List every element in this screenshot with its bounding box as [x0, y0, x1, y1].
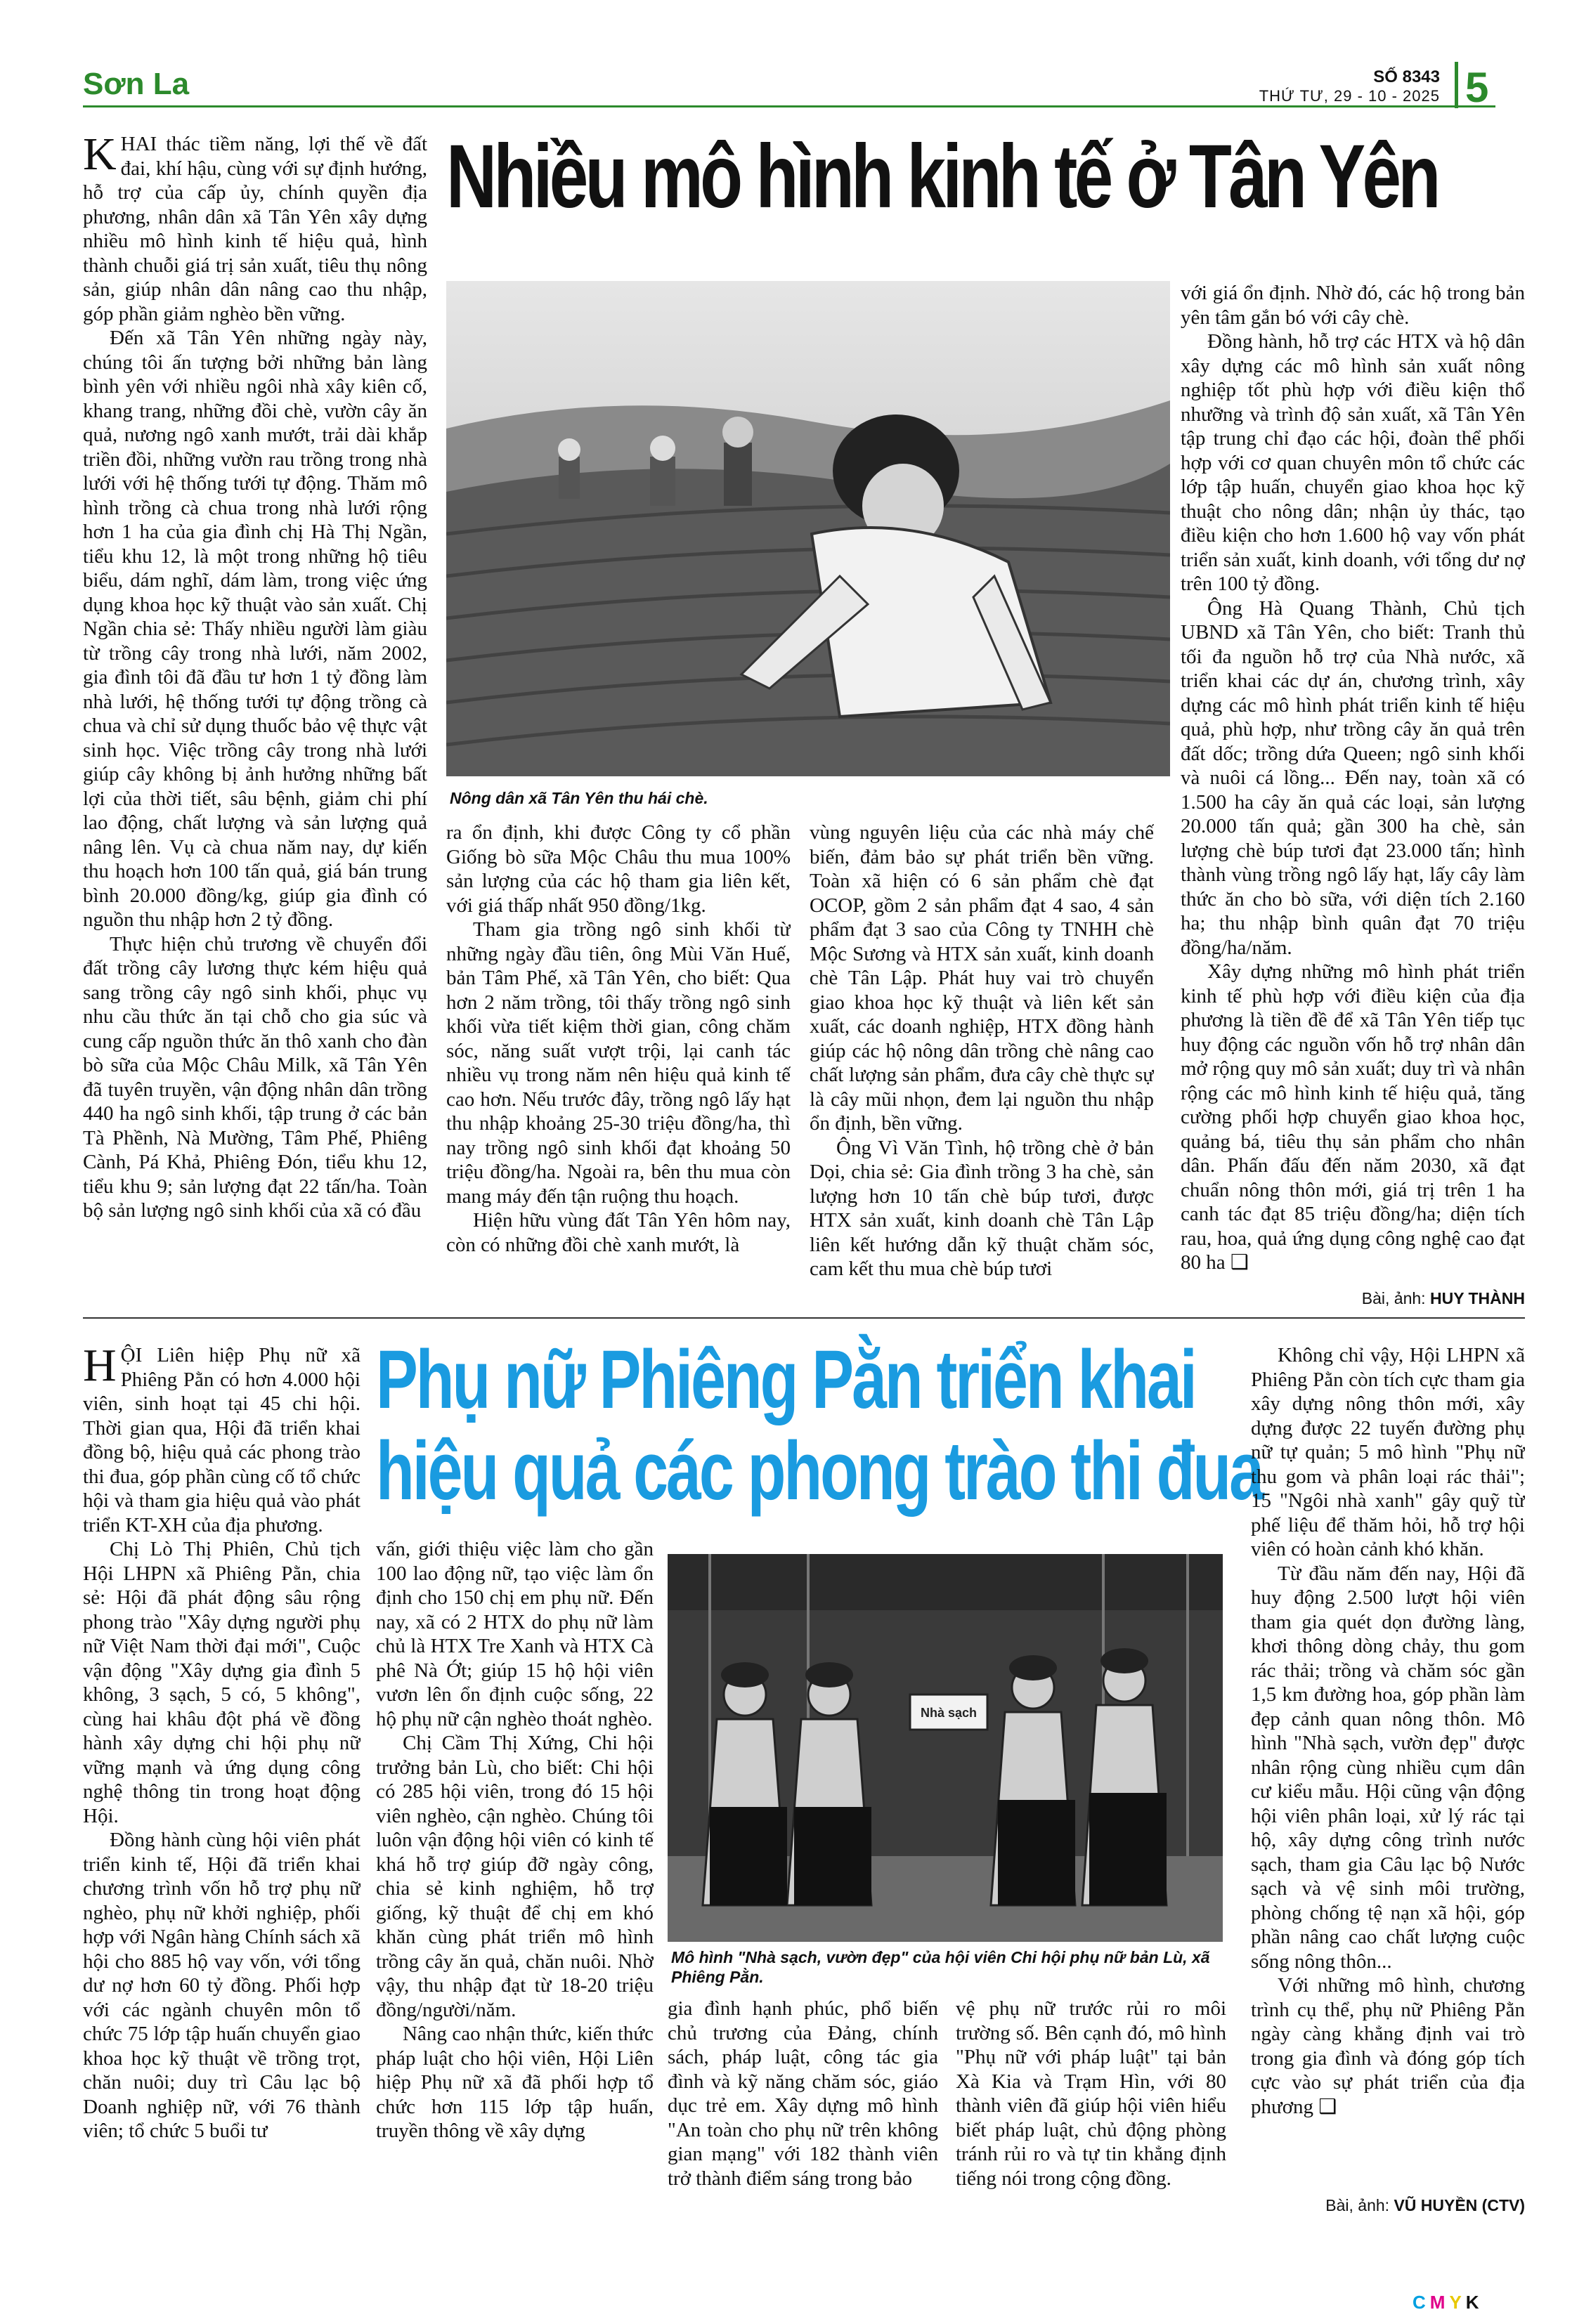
article2-headline-line-2: hiệu quả các phong trào thi đua	[376, 1424, 1262, 1517]
article1-paragraph: ra ổn định, khi được Công ty cổ phần Giống bò sữa Mộc Châu thu mua 100% sản lượng của các hộ tham gia liên kết, với giá thấp nhất 950 đồng/1kg.	[446, 821, 791, 917]
article1-column-3	[810, 821, 1154, 1298]
article1-paragraph: Xây dựng những mô hình phát triển kinh tế phù hợp với điều kiện của địa phương là tiền đề để xã Tân Yên tiếp tục huy động các nguồn vốn hỗ trợ nhân dân mở rộng quy mô sản xuất; duy trì và nhân rộng các mô hình kinh tế hiệu quả, tăng cường phối hợp chuyển giao khoa học, quảng bá, tiêu thụ sản phẩm cho nhân dân. Phấn đấu đến năm 2030, xã đạt chuẩn nông thôn mới, giá trị trên 1 ha canh tác đạt 85 triệu đồng/ha; diện tích rau, hoa, quả ứng dụng công nghệ cao đạt 80 ha ❑	[1181, 960, 1525, 1274]
model-sign-text: Nhà sạch	[920, 1706, 978, 1720]
article2-paragraph: Nâng cao nhận thức, kiến thức pháp luật cho hội viên, Hội Liên hiệp Phụ nữ xã đã phối hợp tổ chức hơn 115 lớp tập huấn, truyền thông về xây dựng	[376, 2023, 654, 2142]
article2-byline-author: VŨ HUYỀN (CTV)	[1394, 2196, 1525, 2214]
article2-paragraph: vấn, giới thiệu việc làm cho gần 100 lao động nữ, tạo việc làm ổn định cho 150 chị em phụ nữ. Đến nay, xã có 2 HTX do phụ nữ làm chủ là HTX Tre Xanh và HTX Cà phê Nà Ớt; giúp 15 hộ hội viên vươn lên ổn định cuộc sống, 22 hộ phụ nữ cận nghèo thoát nghèo.	[376, 1538, 654, 1730]
article1-byline-label: Bài, ảnh:	[1361, 1289, 1426, 1307]
article1-headline: Nhiều mô hình kinh tế ở Tân Yên	[446, 126, 1438, 227]
cmyk-mark-y: Y	[1449, 2292, 1466, 2313]
page-number-divider	[1455, 62, 1458, 108]
article2-byline-label: Bài, ảnh:	[1325, 2196, 1390, 2214]
article1-paragraph: vùng nguyên liệu của các nhà máy chế biến, đảm bảo sự phát triển bền vững. Toàn xã hiện có 6 sản phẩm chè đạt OCOP, gồm 2 sản phẩm đạt 4 sao, 4 sản phẩm đạt 3 sao của Công ty TNHH chè Mộc Sương và HTX sản xuất, kinh doanh chè Tân Lập. Phát huy vai trò chuyển giao khoa học kỹ thuật và liên kết sản xuất, các doanh nghiệp, HTX đồng hành giúp các hộ nông dân trồng chè nâng cao chất lượng sản phẩm, đưa cây chè thực sự là cây mũi nhọn, đem lại nguồn thu nhập ổn định, bền vững.	[810, 821, 1154, 1135]
article1-paragraph: Ông Hà Quang Thành, Chủ tịch UBND xã Tân Yên, cho biết: Tranh thủ tối đa nguồn hỗ trợ của Nhà nước, xã triển khai các dự án, chương trình, xây dựng các mô hình phát triển kinh tế hiệu quả, phù hợp, như trồng cây ăn quả trên đất dốc; trồng dứa Queen; ngô sinh khối và nuôi cá lồng... Đến nay, toàn xã có 1.500 ha cây ăn quả các loại, sản lượng 20.000 tấn quả; gần 300 ha chè, sản lượng chè búp tươi đạt 23.000 tấn; hình thành vùng trồng ngô lấy hạt, lấy cây làm thức ăn cho bò sữa, với diện tích 2.160 ha; thu nhập bình quân đạt 70 triệu đồng/ha/năm.	[1181, 596, 1525, 959]
article1-column-1	[83, 132, 427, 1298]
article2-column-2	[376, 1537, 654, 2240]
article1-paragraph: Ông Vì Văn Tình, hộ trồng chè ở bản Dọi, chia sẻ: Gia đình trồng 3 ha chè, sản lượng hơn 10 tấn chè búp tươi, được HTX sản xuất, kinh doanh chè Tân Lập liên kết hướng dẫn kỹ thuật chăm sóc, cam kết thu mua chè búp tươi	[810, 1136, 1154, 1280]
article2-photo-caption: Mô hình "Nhà sạch, vườn đẹp" của hội viên Chi hội phụ nữ bản Lù, xã Phiêng Pằn.	[671, 1948, 1210, 1986]
article1-paragraph: Đến xã Tân Yên những ngày này, chúng tôi ấn tượng bởi những bản làng bình yên với nhiều ngôi nhà xây kiên cố, khang trang, những đồi chè, vườn cây ăn quả, nương ngô xanh mướt, trải dài khắp triền đồi, những vườn rau trồng trong nhà lưới với hệ thống tưới tự động. Thăm mô hình trồng cà chua trong nhà lưới rộng hơn 1 ha của gia đình chị Hà Thị Ngần, tiểu khu 12, là một trong những hộ tiêu biểu, dám nghĩ, dám làm, trong việc ứng dụng khoa học kỹ thuật vào sản xuất. Chị Ngần chia sẻ: Thấy nhiều người làm giàu từ trồng cây trong nhà lưới, năm 2002, gia đình tôi đã đầu tư hơn 1 tỷ đồng làm nhà lưới, hệ thống tưới tự động trồng cà chua và chỉ sử dụng thuốc bảo vệ thực vật sinh học. Việc trồng cây trong nhà lưới giúp cây không bị ảnh hưởng những bất lợi của thời tiết, sâu bệnh, giảm chi phí lao động, chất lượng và sản lượng quả nâng lên. Vụ cà chua năm nay, dự kiến thu hoạch hơn 100 tấn quả, giá bán trung bình 20.000 đồng/kg, giúp gia đình có nguồn thu nhập hơn 2 tỷ đồng.	[83, 327, 427, 931]
cmyk-mark-c: C	[1413, 2292, 1430, 2313]
page-number: 5	[1465, 64, 1489, 111]
article1-byline	[1181, 1289, 1525, 1308]
article2-column-5	[1251, 1343, 1525, 2193]
article2-headline-line-1: Phụ nữ Phiêng Pằn triển khai	[376, 1333, 1195, 1426]
article1-photo	[446, 281, 1170, 776]
tea-harvest-illustration	[446, 281, 1170, 776]
article-separator	[83, 1317, 1525, 1319]
article2-byline	[1251, 2196, 1525, 2215]
article2-paragraph: Từ đầu năm đến nay, Hội đã huy động 2.500 lượt hội viên tham gia quét dọn đường làng, khơi thông dòng chảy, thu gom rác thải; trồng và chăm sóc gần 1,5 km đường hoa, góp phần làm đẹp cảnh quan nông thôn. Mô hình "Nhà sạch, vườn đẹp" được nhân rộng cùng nhiều cụm dân cư kiểu mẫu. Hội cũng vận động hội viên phân loại, xử lý rác tại hộ, xây dựng công trình nước sạch, tham gia Câu lạc bộ Nước sạch và vệ sinh môi trường, phòng chống tệ nạn xã hội, góp phần nâng cao chất lượng cuộc sống nông thôn...	[1251, 1562, 1525, 1973]
article2-paragraph: Chị Lò Thị Phiên, Chủ tịch Hội LHPN xã Phiêng Pằn, chia sẻ: Hội đã phát động sâu rộng phong trào "Xây dựng người phụ nữ Việt Nam thời đại mới", Cuộc vận động "Xây dựng gia đình 5 không, 3 sạch, 5 có, 5 không", cùng hai khâu đột phá về đồng hành xây dựng chi hội phụ nữ vững mạnh và ứng dụng công nghệ thông tin trong hoạt động Hội.	[83, 1538, 361, 1827]
issue-number: SỐ 8343	[1373, 67, 1440, 86]
article1-paragraph: Thực hiện chủ trương về chuyển đổi đất trồng cây lương thực kém hiệu quả sang trồng cây ngô sinh khối, phục vụ nhu cầu thức ăn tại chỗ cho gia súc và cung cấp nguồn thức ăn thô xanh cho đàn bò sữa của Mộc Châu Milk, xã Tân Yên đã tuyên truyền, vận động nhân dân trồng 440 ha ngô sinh khối, tập trung ở các bản Tà Phềnh, Nà Mường, Tâm Phế, Phiêng Cành, Pá Khả, Phiêng Đón, tiểu khu 12, tiểu khu 9; sản lượng đạt 22 tấn/ha. Toàn bộ sản lượng ngô sinh khối của xã có đầu	[83, 932, 427, 1222]
article1-dropcap: K	[83, 132, 117, 180]
article2-column-4	[956, 1997, 1226, 2239]
issue-date: THỨ TƯ, 29 - 10 - 2025	[1259, 87, 1440, 105]
article1-column-4	[1181, 281, 1525, 1286]
article2-paragraph: Không chỉ vậy, Hội LHPN xã Phiêng Pằn còn tích cực tham gia xây dựng nông thôn mới, xây dựng được 22 tuyến đường phụ nữ tự quản; 5 mô hình "Phụ nữ thu gom và phân loại rác thải"; 15 "Ngôi nhà xanh" gây quỹ từ phế liệu để thăm hỏi, hỗ trợ hội viên có hoàn cảnh khó khăn.	[1251, 1344, 1525, 1560]
section-title: Sơn La	[83, 67, 190, 101]
article1-photo-caption: Nông dân xã Tân Yên thu hái chè.	[450, 789, 708, 807]
article1-byline-author: HUY THÀNH	[1429, 1289, 1525, 1307]
cmyk-print-marks	[1413, 2292, 1483, 2313]
article1-paragraph: với giá ổn định. Nhờ đó, các hộ trong bản yên tâm gắn bó với cây chè.	[1181, 282, 1525, 329]
cmyk-mark-k: K	[1465, 2292, 1483, 2313]
article2-column-1	[83, 1343, 361, 2235]
article2-headline	[376, 1335, 1262, 1517]
article2-paragraph: Chị Cầm Thị Xứng, Chi hội trưởng bản Lù, cho biết: Chi hội có 285 hội viên, trong đó 15 hội viên nghèo, cận nghèo. Chúng tôi luôn vận động hội viên có kinh tế khá hỗ trợ giúp đỡ ngày công, chia sẻ kinh nghiệm, hỗ trợ giống, kỹ thuật để chị em khó khăn cùng phát triển mô hình trồng cây ăn quả, chăn nuôi. Nhờ vậy, thu nhập đạt từ 18-20 triệu đồng/người/năm.	[376, 1732, 654, 2021]
article2-paragraph: Đồng hành cùng hội viên phát triển kinh tế, Hội đã triển khai chương trình vốn hỗ trợ phụ nữ nghèo, phụ nữ khởi nghiệp, phối hợp với Ngân hàng Chính sách xã hội cho 885 hộ vay vốn, với tổng dư nợ hơn 60 tỷ đồng. Phối hợp với các ngành chuyên môn tổ chức 75 lớp tập huấn chuyển giao khoa học kỹ thuật về trồng trọt, chăn nuôi; duy trì Câu lạc bộ Doanh nghiệp nữ, với 76 thành viên; tổ chức 5 buổi tư	[83, 1829, 361, 2142]
article2-paragraph: ỘI Liên hiệp Phụ nữ xã Phiêng Pằn có hơn 4.000 hội viên, sinh hoạt tại 45 chi hội. Thời gian qua, Hội đã triển khai đồng bộ, hiệu quả các phong trào thi đua, góp phần cùng cố tổ chức hội và tham gia hiệu quả vào phát triển KT-XH của địa phương.	[83, 1344, 361, 1536]
article2-dropcap: H	[83, 1343, 117, 1391]
article1-paragraph: Tham gia trồng ngô sinh khối từ những ngày đầu tiên, ông Mùi Văn Huế, bản Tâm Phế, xã Tân Yên, cho biết: Qua hơn 2 năm trồng, tôi thấy trồng ngô sinh khối vừa tiết kiệm thời gian, công chăm sóc, năng suất vượt trội, lại canh tác nhiều vụ trong năm nên hiệu quả kinh tế cao hơn. Nếu trước đây, trồng ngô lấy hạt thu nhập khoảng 25-30 triệu đồng/ha, thì nay trồng ngô sinh khối đạt khoảng 50 triệu đồng/ha. Ngoài ra, bên thu mua còn mang máy đến tận ruộng thu hoạch.	[446, 918, 791, 1208]
article1-paragraph: Hiện hữu vùng đất Tân Yên hôm nay, còn có những đồi chè xanh mướt, là	[446, 1209, 791, 1256]
article1-paragraph: Đồng hành, hỗ trợ các HTX và hộ dân xây dựng các mô hình sản xuất nông nghiệp tốt phù hợp với điều kiện thổ nhưỡng và trình độ sản xuất, xã Tân Yên tập trung chỉ đạo các hội, đoàn thể phối hợp với cơ quan chuyên môn tổ chức các lớp tập huấn, chuyển giao khoa học kỹ thuật cho nông dân; nhận ủy thác, tạo điều kiện cho hơn 1.600 hộ vay vốn phát triển sản xuất, kinh doanh, với tổng dư nợ trên 100 tỷ đồng.	[1181, 330, 1525, 595]
cmyk-mark-m: M	[1429, 2292, 1450, 2313]
article2-paragraph: Với những mô hình, chương trình cụ thể, phụ nữ Phiêng Pằn ngày càng khẳng định vai trò trong gia đình và đóng góp tích cực vào sự phát triển của địa phương ❑	[1251, 1974, 1525, 2118]
article2-photo	[668, 1554, 1223, 1942]
article1-column-2	[446, 821, 791, 1298]
article2-paragraph: vệ phụ nữ trước rủi ro môi trường số. Bên cạnh đó, mô hình "Phụ nữ với pháp luật" tại bản Xà Kia và Trạm Hìn, với 80 thành viên đã giúp hội viên hiểu biết pháp luật, chủ động phòng tránh rủi ro và tự tin khẳng định tiếng nói trong cộng đồng.	[956, 1997, 1226, 2190]
section-divider	[83, 105, 1495, 107]
clean-house-illustration	[668, 1554, 1223, 1942]
article2-paragraph: gia đình hạnh phúc, phổ biến chủ trương của Đảng, chính sách, pháp luật, công tác gia đình và kỹ năng chăm sóc, giáo dục trẻ em. Xây dựng mô hình "An toàn cho phụ nữ trên không gian mạng" với 182 thành viên trở thành điểm sáng trong bảo	[668, 1997, 938, 2190]
article1-paragraph: HAI thác tiềm năng, lợi thế về đất đai, khí hậu, cùng với sự định hướng, hỗ trợ của cấp ủy, chính quyền địa phương, nhân dân xã Tân Yên xây dựng nhiều mô hình kinh tế hiệu quả, hình thành chuỗi giá trị sản xuất, tiêu thụ nông sản, giúp nhân dân nâng cao thu nhập, góp phần giảm nghèo bền vững.	[83, 133, 427, 325]
article2-column-3	[668, 1997, 938, 2239]
